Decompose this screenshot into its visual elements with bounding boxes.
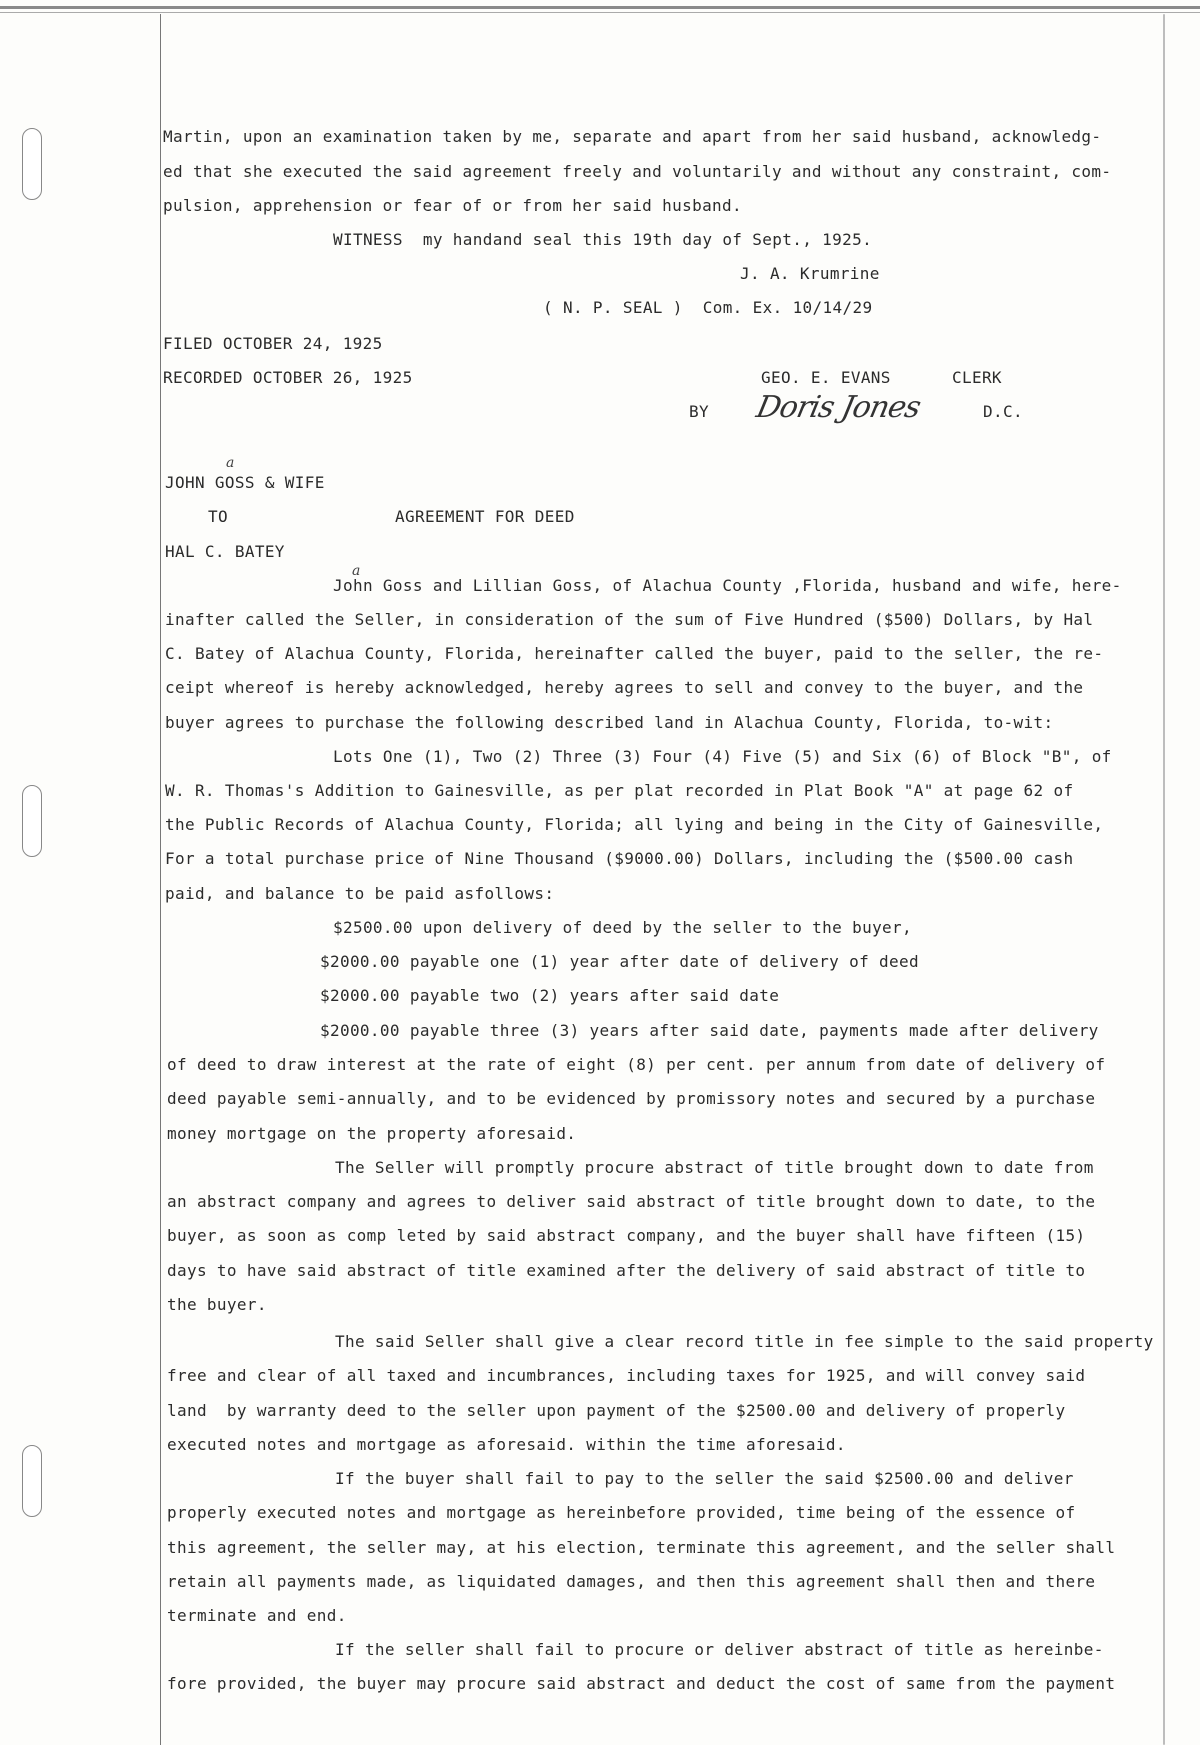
left-margin-line bbox=[160, 14, 161, 1745]
notary-seal-line: ( N. P. SEAL ) Com. Ex. 10/14/29 bbox=[543, 298, 873, 317]
handwritten-correction: a bbox=[352, 563, 361, 579]
text-line: For a total purchase price of Nine Thousand ($9000.00) Dollars, including the ($500.00 cash bbox=[165, 849, 1074, 868]
payment-schedule-item: $2000.00 payable two (2) years after said date bbox=[320, 986, 780, 1005]
text-line: terminate and end. bbox=[167, 1606, 347, 1625]
text-line: this agreement, the seller may, at his election, terminate this agreement, and the seller shall bbox=[167, 1538, 1116, 1557]
binder-hole bbox=[22, 128, 42, 200]
text-line: retain all payments made, as liquidated damages, and then this agreement shall then and there bbox=[167, 1572, 1096, 1591]
payment-schedule-item: $2500.00 upon delivery of deed by the seller to the buyer, bbox=[333, 918, 913, 937]
handwritten-correction: a bbox=[226, 455, 235, 471]
notary-name: J. A. Krumrine bbox=[740, 264, 880, 283]
filed-date: FILED OCTOBER 24, 1925 bbox=[163, 334, 383, 353]
caption-grantor: JOHN GOSS & WIFE bbox=[165, 473, 325, 492]
text-line: C. Batey of Alachua County, Florida, hereinafter called the buyer, paid to the seller, the re- bbox=[165, 644, 1104, 663]
top-border-rule bbox=[0, 6, 1200, 9]
clerk-name: GEO. E. EVANS bbox=[761, 368, 891, 387]
clerk-title: CLERK bbox=[952, 368, 1002, 387]
text-line: John Goss and Lillian Goss, of Alachua County ,Florida, husband and wife, here- bbox=[333, 576, 1122, 595]
text-line: The said Seller shall give a clear record title in fee simple to the said property bbox=[335, 1332, 1154, 1351]
caption-to: TO bbox=[208, 507, 228, 526]
payment-schedule-item: $2000.00 payable one (1) year after date of delivery of deed bbox=[320, 952, 919, 971]
text-line: free and clear of all taxed and incumbrances, including taxes for 1925, and will convey said bbox=[167, 1366, 1086, 1385]
text-line: If the buyer shall fail to pay to the seller the said $2500.00 and deliver bbox=[335, 1469, 1074, 1488]
text-line: days to have said abstract of title examined after the delivery of said abstract of title to bbox=[167, 1261, 1086, 1280]
text-line: money mortgage on the property aforesaid. bbox=[167, 1124, 577, 1143]
text-line: properly executed notes and mortgage as hereinbefore provided, time being of the essence of bbox=[167, 1503, 1076, 1522]
top-border-rule-thin bbox=[0, 12, 1200, 13]
recorded-date: RECORDED OCTOBER 26, 1925 bbox=[163, 368, 413, 387]
text-line: Martin, upon an examination taken by me, separate and apart from her said husband, acknowledg- bbox=[163, 127, 1102, 146]
document-title: AGREEMENT FOR DEED bbox=[395, 507, 575, 526]
text-line: executed notes and mortgage as aforesaid. within the time aforesaid. bbox=[167, 1435, 846, 1454]
text-line: The Seller will promptly procure abstract of title brought down to date from bbox=[335, 1158, 1094, 1177]
text-line: an abstract company and agrees to deliver said abstract of title brought down to date, to the bbox=[167, 1192, 1096, 1211]
text-line: land by warranty deed to the seller upon payment of the $2500.00 and delivery of properly bbox=[167, 1401, 1066, 1420]
right-page-edge bbox=[1163, 14, 1165, 1745]
text-line: ceipt whereof is hereby acknowledged, hereby agrees to sell and convey to the buyer, and the bbox=[165, 678, 1084, 697]
deputy-clerk-signature: Doris Jones bbox=[753, 390, 924, 425]
text-line: pulsion, apprehension or fear of or from her said husband. bbox=[163, 196, 743, 215]
text-line: inafter called the Seller, in consideration of the sum of Five Hundred ($500) Dollars, by Hal bbox=[165, 610, 1094, 629]
text-line: ed that she executed the said agreement freely and voluntarily and without any constraint, com- bbox=[163, 162, 1112, 181]
text-line: Lots One (1), Two (2) Three (3) Four (4) Five (5) and Six (6) of Block "B", of bbox=[333, 747, 1112, 766]
binder-hole bbox=[22, 1445, 42, 1517]
witness-line: WITNESS my handand seal this 19th day of Sept., 1925. bbox=[333, 230, 873, 249]
text-line: buyer, as soon as comp leted by said abstract company, and the buyer shall have fifteen (15) bbox=[167, 1226, 1086, 1245]
text-line: deed payable semi-annually, and to be evidenced by promissory notes and secured by a purchase bbox=[167, 1089, 1096, 1108]
by-label: BY bbox=[689, 402, 709, 421]
text-line: fore provided, the buyer may procure said abstract and deduct the cost of same from the payment bbox=[167, 1674, 1116, 1693]
text-line: If the seller shall fail to procure or deliver abstract of title as hereinbe- bbox=[335, 1640, 1104, 1659]
text-line: of deed to draw interest at the rate of eight (8) per cent. per annum from date of delivery of bbox=[167, 1055, 1106, 1074]
text-line: the buyer. bbox=[167, 1295, 267, 1314]
payment-schedule-item: $2000.00 payable three (3) years after said date, payments made after delivery bbox=[320, 1021, 1099, 1040]
caption-grantee: HAL C. BATEY bbox=[165, 542, 285, 561]
text-line: paid, and balance to be paid asfollows: bbox=[165, 884, 555, 903]
text-line: W. R. Thomas's Addition to Gainesville, as per plat recorded in Plat Book "A" at page 62 of bbox=[165, 781, 1074, 800]
binder-hole bbox=[22, 785, 42, 857]
text-line: buyer agrees to purchase the following described land in Alachua County, Florida, to-wit: bbox=[165, 713, 1054, 732]
deputy-clerk-label: D.C. bbox=[983, 402, 1023, 421]
text-line: the Public Records of Alachua County, Florida; all lying and being in the City of Gainesville, bbox=[165, 815, 1104, 834]
